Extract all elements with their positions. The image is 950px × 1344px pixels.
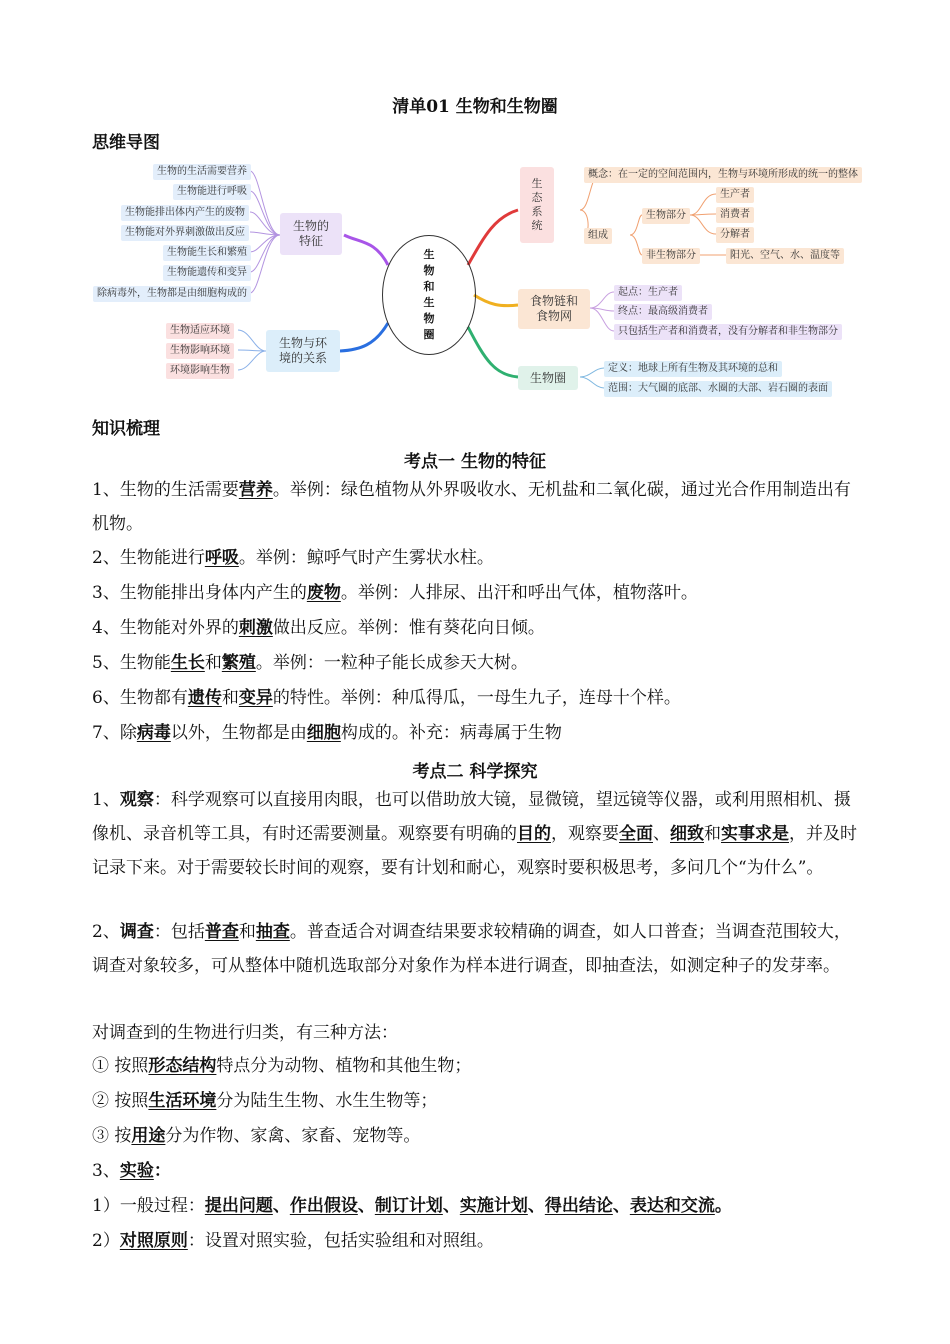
eco-label-node: 生 态 系 统: [520, 167, 554, 243]
mind-map: [90, 155, 870, 400]
section-heading-mindmap: 思维导图: [92, 133, 160, 153]
eco-producer-node: 生产者: [716, 187, 754, 203]
feature-node-growth: 生物能生长和繁殖: [163, 245, 251, 261]
feature-node-stimulus: 生物能对外界刺激做出反应: [121, 225, 249, 241]
kp2-experiment: 3、实验：: [92, 1161, 171, 1181]
center-node: 生 物 和 生 物 圈: [382, 235, 476, 355]
features-label-node: 生物的 特征: [280, 213, 342, 255]
biosphere-definition-node: 定义：地球上所有生物及其环境的总和: [604, 361, 782, 377]
env-label-node: 生物与环 境的关系: [266, 330, 340, 372]
feature-node-nutrition: 生物的生活需要营养: [153, 164, 251, 180]
kp2-experiment-process: 1）一般过程：提出问题、作出假设、制订计划、实施计划、得出结论、表达和交流。: [92, 1196, 732, 1216]
kp2-experiment-control: 2）对照原则：设置对照实验，包括实验组和对照组。: [92, 1231, 494, 1251]
biosphere-range-node: 范围：大气圈的底部、水圈的大部、岩石圈的表面: [604, 381, 832, 397]
kp2-classify-3: ③ 按用途分为作物、家禽、家畜、宠物等。: [92, 1126, 421, 1146]
env-node-influence: 环境影响生物: [166, 363, 234, 379]
kp2-title: 考点二 科学探究: [412, 762, 538, 782]
kp1-item-4: 4、生物能对外界的刺激做出反应。举例：惟有葵花向日倾。: [92, 618, 545, 638]
env-node-adapt: 生物适应环境: [166, 323, 234, 339]
chain-end-node: 终点：最高级消费者: [614, 304, 712, 320]
chain-scope-node: 只包括生产者和消费者，没有分解者和非生物部分: [614, 324, 842, 340]
page-title: 清单01 生物和生物圈: [392, 97, 558, 117]
eco-nonbio-node: 非生物部分: [642, 248, 700, 264]
eco-composition-node: 组成: [584, 228, 612, 244]
kp1-item-5: 5、生物能生长和繁殖。举例：一粒种子能长成参天大树。: [92, 653, 528, 673]
kp1-item-6: 6、生物都有遗传和变异的特性。举例：种瓜得瓜，一母生九子，连母十个样。: [92, 688, 681, 708]
kp2-observation: 1、观察：科学观察可以直接用肉眼，也可以借助放大镜，显微镜，望远镜等仪器，或利用照相机、摄像机、录音机等工具，有时还需要测量。观察要有明确的目的，观察要全面、细致和实事求是，并及时记录下来。对于需要较长时间的观察，要有计划和耐心，观察时要积极思考，多问几个“为什么”。: [92, 790, 857, 878]
eco-decomposer-node: 分解者: [716, 227, 754, 243]
kp2-survey: 2、调查：包括普查和抽查。普查适合对调查结果要求较精确的调查，如人口普查；当调查范围较大，调查对象较多，可从整体中随机选取部分对象作为样本进行调查，即抽查法，如测定种子的发芽率。: [92, 922, 851, 976]
biosphere-label-node: 生物圈: [518, 366, 578, 390]
kp1-item-3: 3、生物能排出身体内产生的废物。举例：人排尿、出汗和呼出气体，植物落叶。: [92, 583, 698, 603]
kp1-item-2: 2、生物能进行呼吸。举例：鲸呼气时产生雾状水柱。: [92, 548, 494, 568]
kp2-classify-intro: 对调查到的生物进行归类，有三种方法：: [92, 1023, 398, 1043]
chain-start-node: 起点：生产者: [614, 285, 682, 301]
kp1-item-1: 1、生物的生活需要营养。举例：绿色植物从外界吸收水、无机盐和二氧化碳，通过光合作用制造出有机物。: [92, 480, 851, 534]
eco-consumer-node: 消费者: [716, 207, 754, 223]
kp1-title: 考点一 生物的特征: [404, 452, 546, 472]
eco-concept-node: 概念：在一定的空间范围内，生物与环境所形成的统一的整体: [584, 167, 862, 183]
feature-node-waste: 生物能排出体内产生的废物: [121, 205, 249, 221]
feature-node-heredity: 生物能遗传和变异: [163, 265, 251, 281]
chain-label-node: 食物链和 食物网: [518, 289, 590, 329]
env-node-affect: 生物影响环境: [166, 343, 234, 359]
feature-node-cells: 除病毒外，生物都是由细胞构成的: [93, 286, 251, 302]
kp2-classify-2: ② 按照生活环境分为陆生生物、水生生物等；: [92, 1091, 438, 1111]
kp1-item-7: 7、除病毒以外，生物都是由细胞构成的。补充：病毒属于生物: [92, 723, 562, 743]
eco-nonbio-items-node: 阳光、空气、水、温度等: [726, 248, 844, 264]
eco-bio-node: 生物部分: [642, 208, 690, 224]
section-heading-knowledge: 知识梳理: [92, 419, 160, 439]
feature-node-respiration: 生物能进行呼吸: [173, 184, 251, 200]
kp2-classify-1: ① 按照形态结构特点分为动物、植物和其他生物；: [92, 1056, 472, 1076]
